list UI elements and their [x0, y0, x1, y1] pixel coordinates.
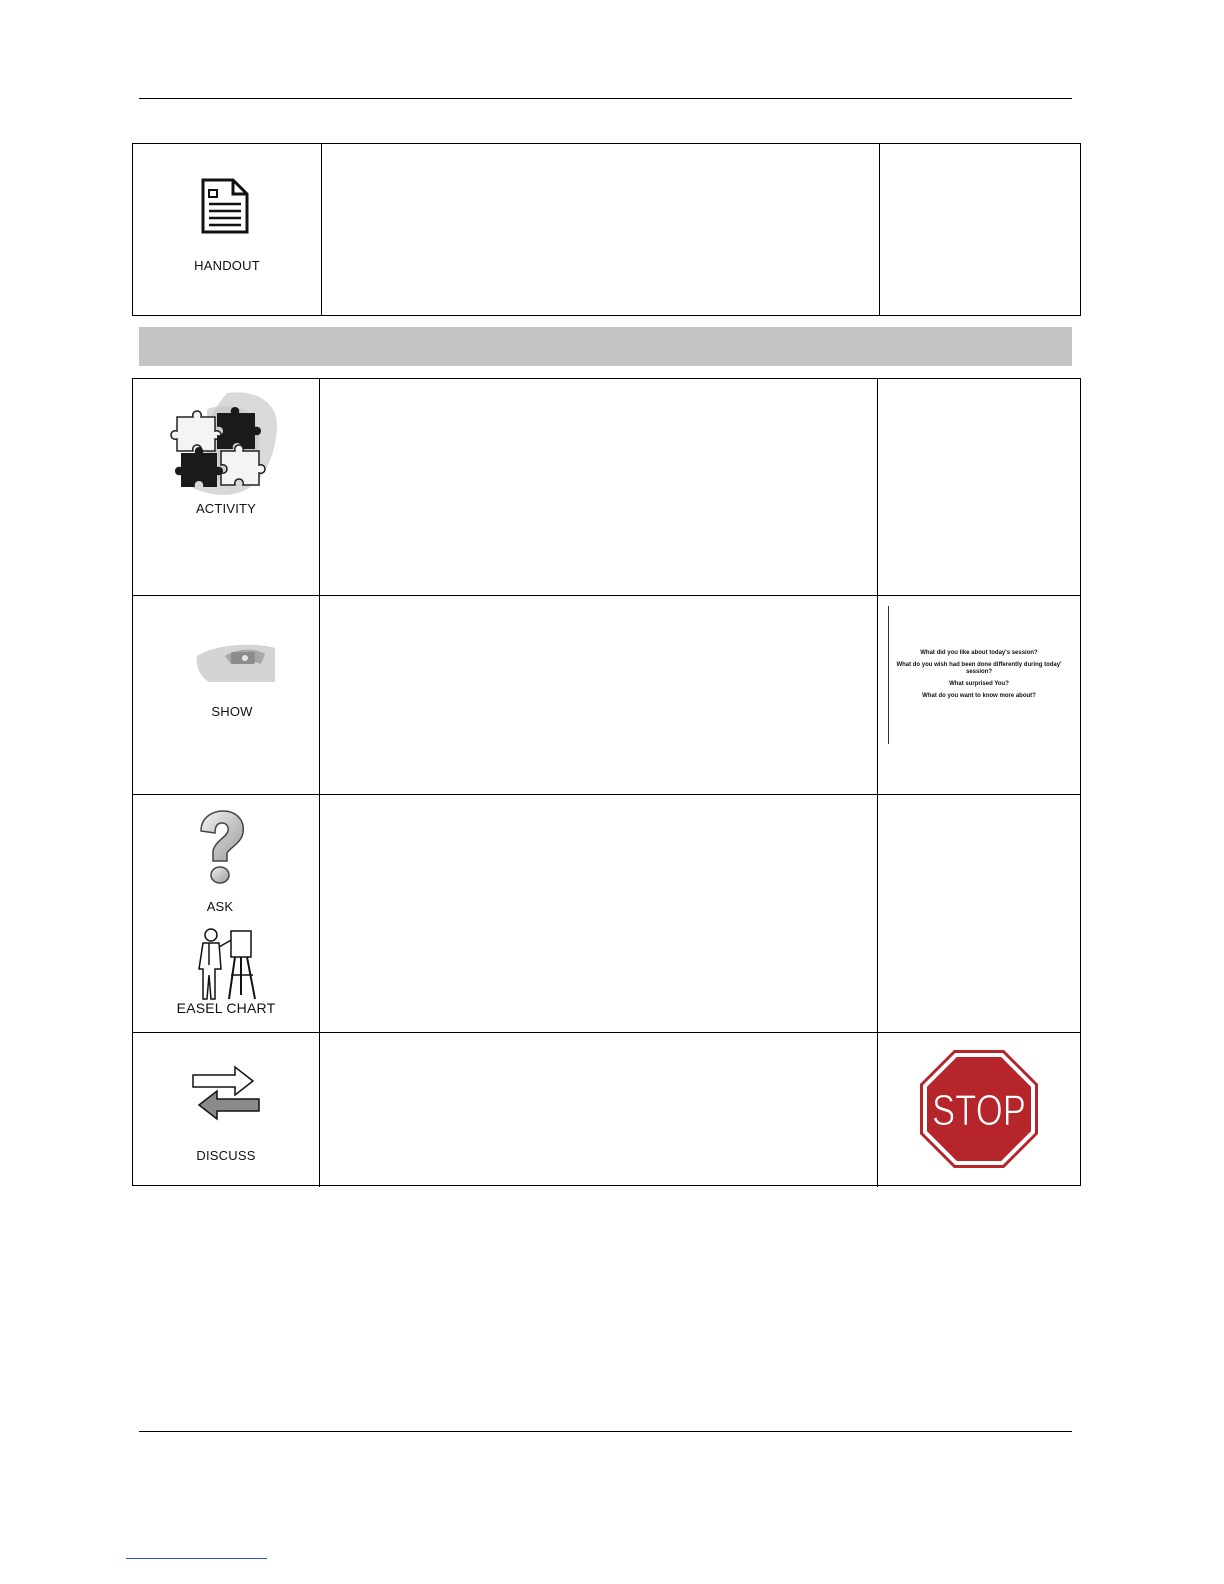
handout-label: HANDOUT [194, 258, 260, 273]
ask-content-cell [320, 795, 877, 1032]
ask-visual-cell [878, 795, 1080, 1032]
handout-table [132, 143, 1081, 316]
activity-label: ACTIVITY [195, 501, 257, 516]
show-icon-cell [133, 596, 319, 794]
footnote-separator [126, 1558, 267, 1559]
header-rule [139, 98, 1072, 99]
slide-question-3: What surprised You? [949, 681, 1009, 687]
ask-icon-cell [133, 795, 319, 1032]
section-header-bar [139, 327, 1072, 366]
ask-label: ASK [206, 899, 234, 914]
handout-content-cell [322, 144, 879, 315]
discuss-label: DISCUSS [196, 1148, 256, 1163]
question-mark-icon [195, 811, 247, 885]
activity-row [133, 379, 1080, 595]
easel-chart-label: EASEL CHART [176, 1000, 276, 1016]
stop-sign-icon [919, 1049, 1039, 1169]
slide-question-2: What do you wish had been done differently during today' [896, 662, 1062, 668]
discuss-content-cell [320, 1033, 877, 1187]
document-icon [199, 178, 251, 234]
easel-presenter-icon [193, 925, 263, 1001]
activity-content-cell [320, 379, 877, 595]
ask-row [133, 794, 1080, 1032]
handout-icon-cell [133, 144, 321, 315]
slide-question-4: What do you want to know more about? [922, 693, 1036, 699]
show-row [133, 595, 1080, 794]
discuss-icon-cell [133, 1033, 319, 1187]
slide-question-2b: session? [965, 669, 992, 675]
activities-table [132, 378, 1081, 1186]
discuss-visual-cell [878, 1033, 1080, 1187]
handout-visual-cell [880, 144, 1080, 315]
footer-rule [139, 1431, 1072, 1432]
projector-icon [195, 642, 277, 686]
puzzle-icon [167, 389, 287, 501]
show-content-cell [320, 596, 877, 794]
slide-question-1: What did you like about today's session? [920, 650, 1038, 656]
show-slide-cell [878, 596, 1080, 794]
stop-sign-text: STOP [932, 1086, 1026, 1135]
discuss-row [133, 1032, 1080, 1187]
activity-visual-cell [878, 379, 1080, 595]
show-label: SHOW [211, 704, 253, 719]
two-arrows-icon [191, 1065, 263, 1125]
activity-icon-cell [133, 379, 319, 595]
